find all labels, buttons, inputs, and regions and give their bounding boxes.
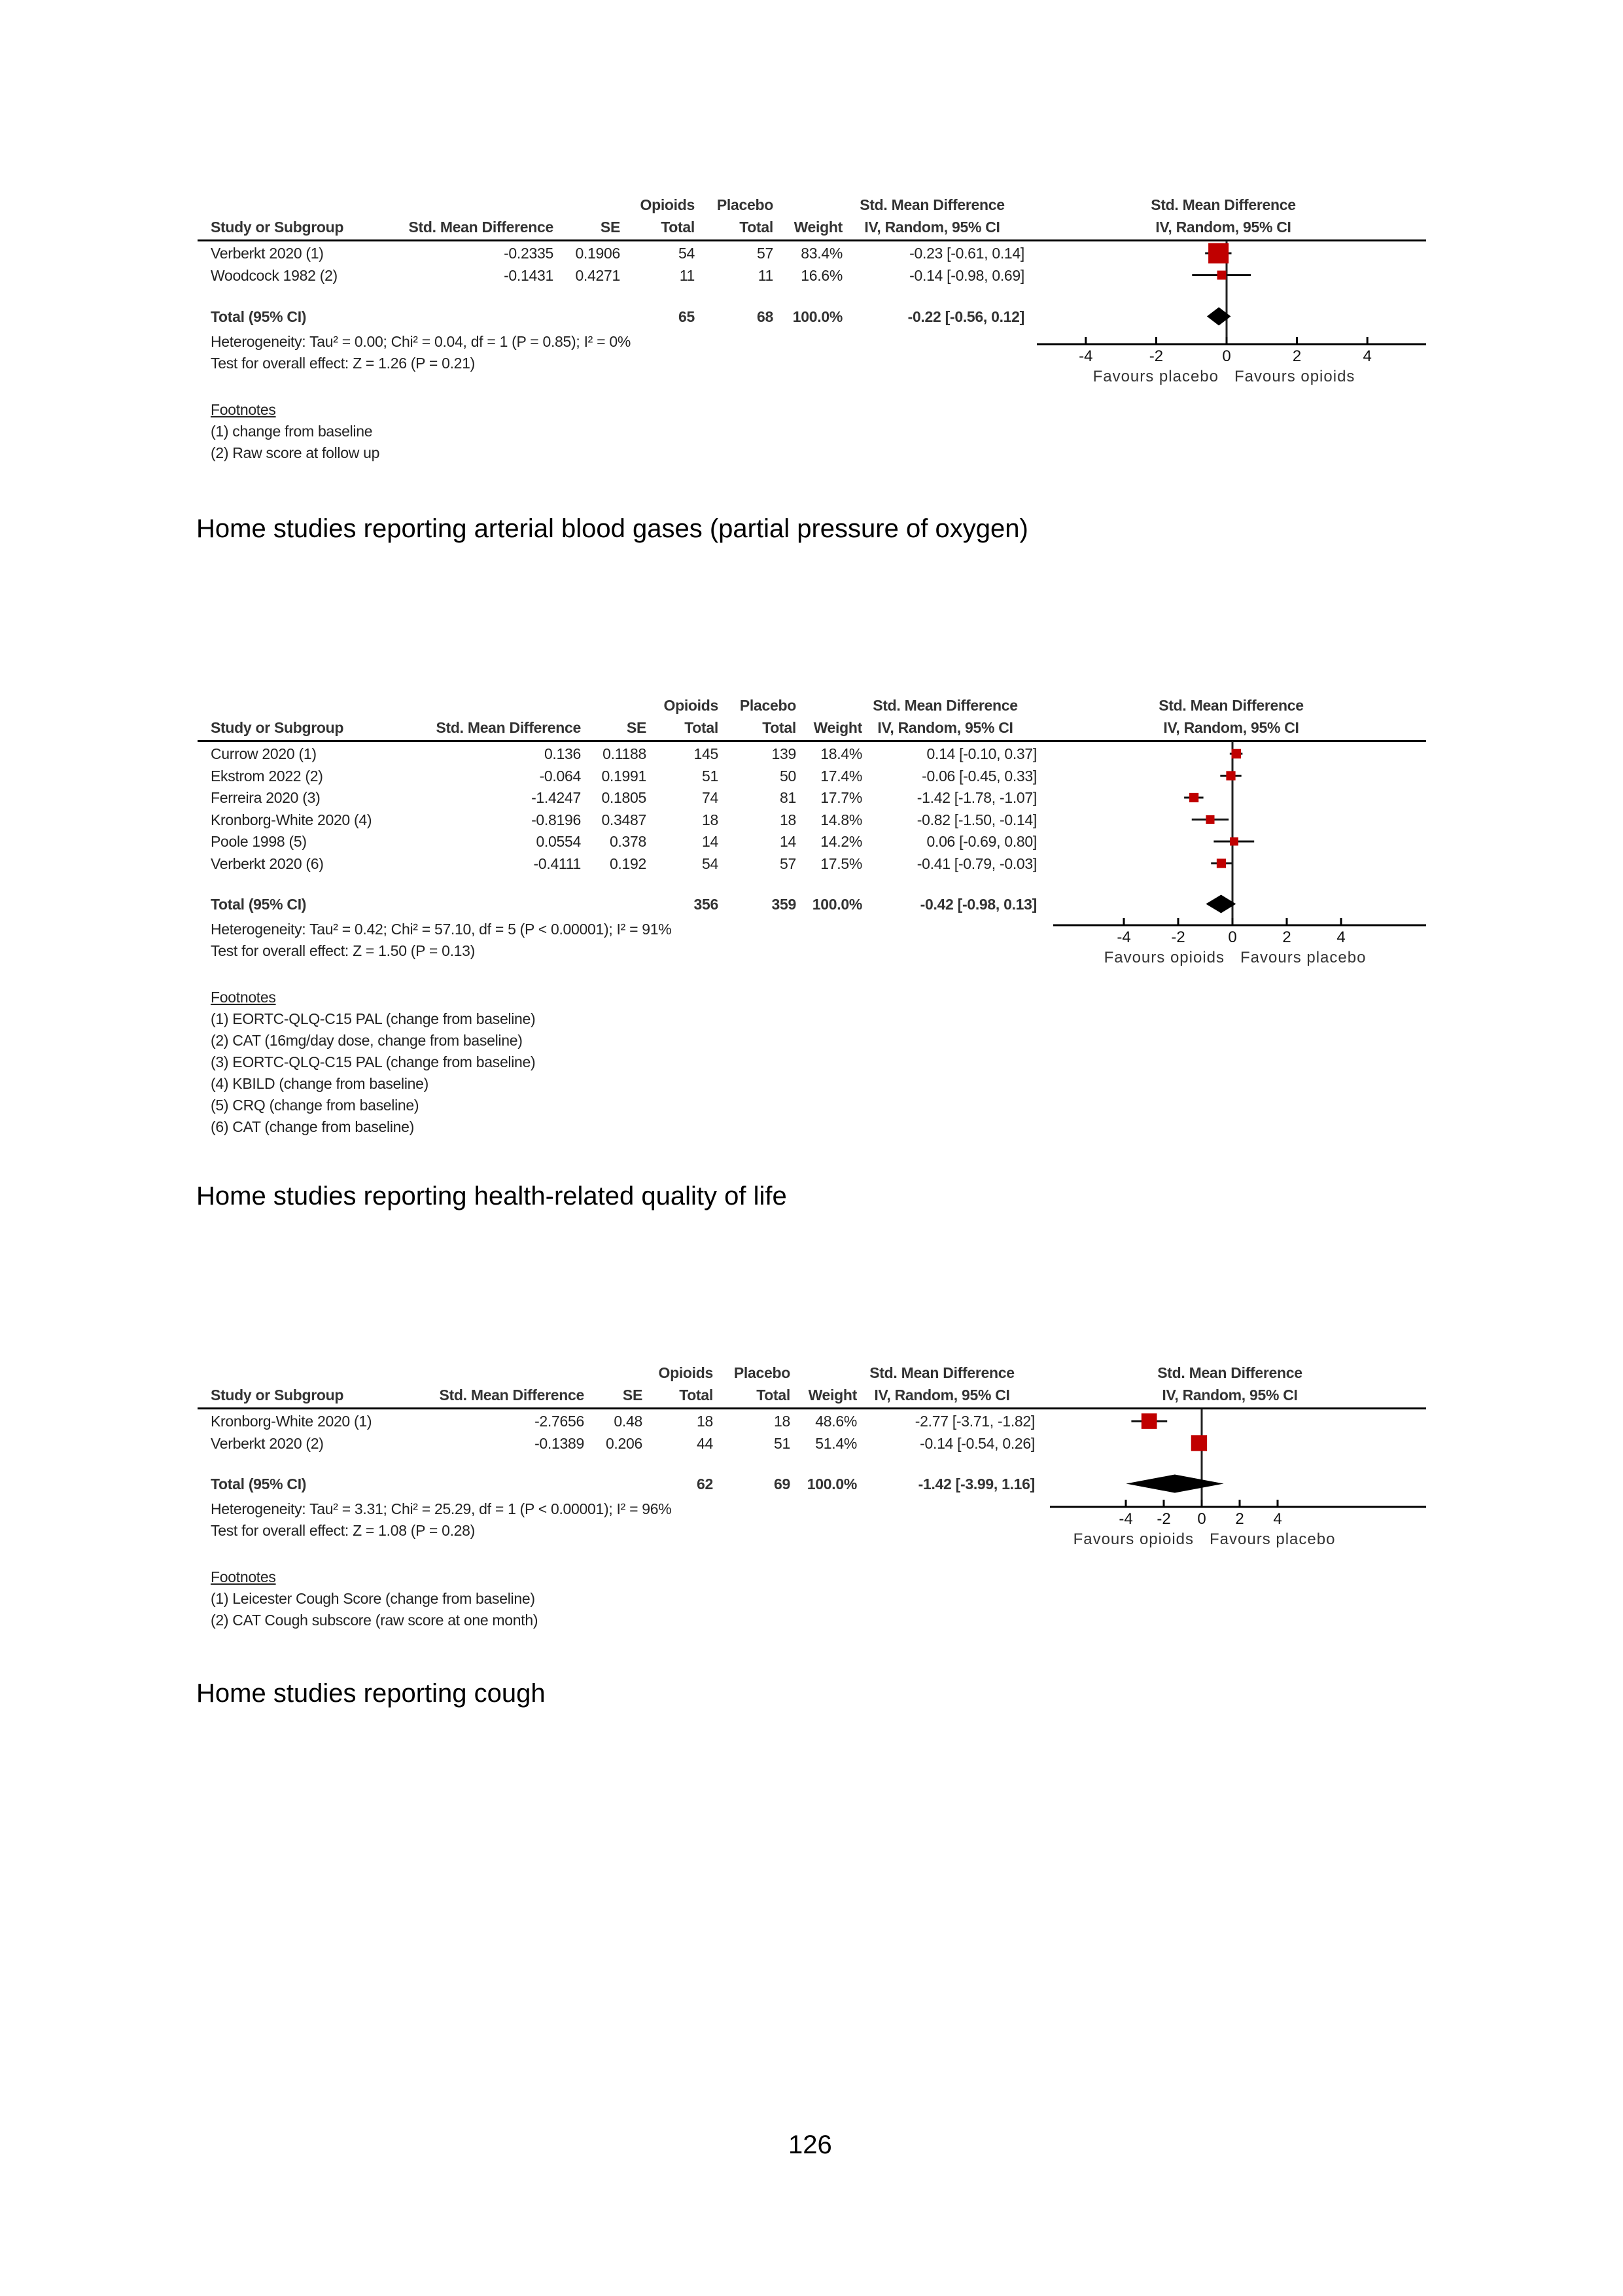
study-placebo-total: 51: [774, 1434, 790, 1452]
study-marker: [1208, 243, 1229, 263]
study-ci: -0.06 [-0.45, 0.33]: [922, 767, 1037, 785]
right-favours-label: Favours placebo: [1240, 949, 1367, 966]
total-weight: 100.0%: [812, 895, 862, 913]
study-weight: 14.2%: [820, 833, 862, 850]
header-placebo: Placebo: [716, 196, 773, 213]
overall-effect-text: Test for overall effect: Z = 1.50 (P = 0.13): [211, 942, 476, 959]
study-weight: 14.8%: [820, 811, 862, 828]
header-weight: Weight: [813, 719, 862, 736]
study-placebo-total: 14: [780, 833, 796, 850]
study-marker: [1191, 1435, 1207, 1451]
x-tick-label: -4: [1117, 928, 1131, 946]
header-smd: Std. Mean Difference: [436, 719, 581, 736]
footnote: (1) Leicester Cough Score (change from baseline): [211, 1589, 535, 1607]
study-se: 0.378: [609, 833, 646, 850]
total-placebo: 68: [757, 308, 773, 325]
study-marker: [1230, 838, 1238, 846]
x-tick-label: 0: [1228, 928, 1237, 946]
footnote: (1) change from baseline: [211, 422, 373, 440]
plot-header-sub: IV, Random, 95% CI: [1162, 1386, 1298, 1404]
plot-header-top: Std. Mean Difference: [1157, 1364, 1302, 1381]
header-rule: [198, 239, 1426, 241]
header-opioids: Opioids: [640, 196, 695, 213]
study-placebo-total: 81: [780, 789, 796, 806]
study-ci: -1.42 [-1.78, -1.07]: [916, 789, 1037, 806]
study-ci: -0.14 [-0.98, 0.69]: [909, 266, 1024, 284]
footnotes-heading: Footnotes: [211, 400, 276, 418]
footnotes-heading: Footnotes: [211, 1568, 276, 1585]
footnote: (2) CAT Cough subscore (raw score at one month): [211, 1611, 538, 1629]
study-weight: 83.4%: [801, 245, 843, 262]
header-opioids-total: Total: [684, 719, 718, 736]
study-opioids-total: 145: [693, 745, 718, 762]
x-tick-label: 2: [1292, 347, 1302, 365]
study-weight: 48.6%: [815, 1413, 857, 1430]
total-opioids: 62: [697, 1475, 713, 1492]
header-ci: IV, Random, 95% CI: [877, 719, 1013, 736]
study-marker: [1217, 271, 1227, 280]
study-opioids-total: 18: [702, 811, 718, 828]
header-se: SE: [622, 1386, 642, 1404]
header-weight: Weight: [794, 219, 843, 236]
study-smd: -0.8196: [531, 811, 581, 828]
header-placebo-total: Total: [739, 219, 773, 236]
heterogeneity-text: Heterogeneity: Tau² = 3.31; Chi² = 25.29, df = 1 (P < 0.00001); I² = 96%: [211, 1500, 672, 1517]
x-tick-label: 4: [1273, 1510, 1282, 1528]
header-smd-top: Std. Mean Difference: [873, 697, 1018, 714]
study-ci: -0.14 [-0.54, 0.26]: [920, 1434, 1035, 1452]
study-name: Poole 1998 (5): [211, 833, 307, 850]
study-se: 0.4271: [575, 266, 620, 284]
footnote: (4) KBILD (change from baseline): [211, 1074, 428, 1092]
total-placebo: 69: [774, 1475, 790, 1492]
overall-effect-text: Test for overall effect: Z = 1.08 (P = 0.28): [211, 1521, 476, 1539]
study-opioids-total: 11: [679, 266, 695, 284]
study-ci: -0.23 [-0.61, 0.14]: [909, 245, 1024, 262]
header-se: SE: [626, 719, 646, 736]
left-favours-label: Favours opioids: [1104, 949, 1225, 966]
study-weight: 16.6%: [801, 266, 843, 284]
header-smd-top: Std. Mean Difference: [869, 1364, 1015, 1381]
header-placebo-total: Total: [762, 719, 796, 736]
study-smd: -2.7656: [534, 1413, 584, 1430]
study-marker: [1206, 815, 1214, 824]
total-ci: -1.42 [-3.99, 1.16]: [918, 1475, 1035, 1492]
right-favours-label: Favours opioids: [1234, 368, 1355, 385]
left-favours-label: Favours placebo: [1092, 368, 1219, 385]
study-opioids-total: 44: [697, 1434, 713, 1452]
header-placebo-total: Total: [756, 1386, 790, 1404]
study-se: 0.48: [614, 1413, 642, 1430]
right-favours-label: Favours placebo: [1210, 1530, 1336, 1548]
footnote: (2) CAT (16mg/day dose, change from baseline): [211, 1031, 523, 1049]
header-ci: IV, Random, 95% CI: [864, 219, 1000, 236]
study-name: Ferreira 2020 (3): [211, 789, 321, 806]
study-se: 0.3487: [601, 811, 646, 828]
total-ci: -0.22 [-0.56, 0.12]: [907, 308, 1024, 325]
header-rule: [198, 1407, 1426, 1409]
study-placebo-total: 18: [780, 811, 796, 828]
header-placebo: Placebo: [739, 697, 796, 714]
study-weight: 17.7%: [820, 789, 862, 806]
study-se: 0.206: [605, 1434, 642, 1452]
study-placebo-total: 57: [757, 245, 773, 262]
plot-header-sub: IV, Random, 95% CI: [1155, 219, 1291, 236]
heading-quality-of-life: Home studies reporting health-related quality of life: [196, 1182, 787, 1210]
total-ci: -0.42 [-0.98, 0.13]: [920, 895, 1037, 913]
x-tick-label: 4: [1363, 347, 1372, 365]
study-opioids-total: 18: [697, 1413, 713, 1430]
x-tick-label: -4: [1079, 347, 1093, 365]
study-se: 0.1805: [601, 789, 646, 806]
study-smd: -0.4111: [533, 855, 581, 872]
study-opioids-total: 14: [702, 833, 718, 850]
study-weight: 51.4%: [815, 1434, 857, 1452]
study-placebo-total: 57: [780, 855, 796, 872]
study-ci: -2.77 [-3.71, -1.82]: [915, 1413, 1035, 1430]
study-weight: 17.5%: [820, 855, 862, 872]
total-weight: 100.0%: [792, 308, 843, 325]
study-ci: 0.06 [-0.69, 0.80]: [926, 833, 1037, 850]
plot-header-sub: IV, Random, 95% CI: [1163, 719, 1299, 736]
study-ci: -0.82 [-1.50, -0.14]: [916, 811, 1037, 828]
study-name: Currow 2020 (1): [211, 745, 317, 762]
summary-diamond: [1207, 308, 1231, 326]
footnotes-heading: Footnotes: [211, 988, 276, 1006]
x-tick-label: 0: [1222, 347, 1231, 365]
header-opioids: Opioids: [658, 1364, 713, 1381]
footnote: (5) CRQ (change from baseline): [211, 1096, 419, 1114]
x-tick-label: 4: [1336, 928, 1346, 946]
study-placebo-total: 11: [758, 266, 773, 284]
study-name: Woodcock 1982 (2): [211, 266, 338, 284]
x-tick-label: -2: [1171, 928, 1185, 946]
study-marker: [1232, 749, 1242, 759]
study-ci: -0.41 [-0.79, -0.03]: [916, 855, 1037, 872]
header-se: SE: [600, 219, 620, 236]
heading-cough: Home studies reporting cough: [196, 1679, 546, 1708]
header-rule: [198, 740, 1426, 742]
study-se: 0.1188: [602, 745, 646, 762]
header-smd-top: Std. Mean Difference: [860, 196, 1005, 213]
header-opioids: Opioids: [663, 697, 718, 714]
study-smd: -0.1431: [504, 266, 553, 284]
header-weight: Weight: [808, 1386, 857, 1404]
study-opioids-total: 51: [702, 767, 718, 785]
study-smd: 0.136: [544, 745, 581, 762]
total-weight: 100.0%: [807, 1475, 857, 1492]
study-name: Kronborg-White 2020 (1): [211, 1413, 372, 1430]
page-number: 126: [788, 2130, 832, 2159]
study-smd: -0.2335: [504, 245, 553, 262]
study-marker: [1226, 771, 1235, 780]
study-name: Ekstrom 2022 (2): [211, 767, 323, 785]
header-study: Study or Subgroup: [211, 219, 344, 236]
footnote: (6) CAT (change from baseline): [211, 1118, 415, 1135]
study-weight: 17.4%: [820, 767, 862, 785]
study-smd: -1.4247: [531, 789, 581, 806]
study-ci: 0.14 [-0.10, 0.37]: [926, 745, 1037, 762]
study-name: Verberkt 2020 (2): [211, 1434, 324, 1452]
left-favours-label: Favours opioids: [1073, 1530, 1194, 1548]
x-tick-label: -4: [1119, 1510, 1133, 1528]
study-placebo-total: 18: [774, 1413, 790, 1430]
total-label: Total (95% CI): [211, 308, 307, 325]
total-placebo: 359: [771, 895, 796, 913]
header-smd: Std. Mean Difference: [439, 1386, 584, 1404]
header-study: Study or Subgroup: [211, 1386, 344, 1404]
heterogeneity-text: Heterogeneity: Tau² = 0.42; Chi² = 57.10, df = 5 (P < 0.00001); I² = 91%: [211, 920, 672, 938]
study-weight: 18.4%: [820, 745, 862, 762]
study-smd: -0.1389: [534, 1434, 584, 1452]
x-tick-label: 2: [1282, 928, 1291, 946]
study-opioids-total: 54: [678, 245, 695, 262]
study-marker: [1142, 1413, 1157, 1429]
study-smd: -0.064: [539, 767, 581, 785]
total-opioids: 65: [678, 308, 695, 325]
study-name: Verberkt 2020 (1): [211, 245, 324, 262]
x-tick-label: -2: [1157, 1510, 1171, 1528]
study-marker: [1217, 858, 1226, 868]
header-opioids-total: Total: [661, 219, 695, 236]
total-label: Total (95% CI): [211, 1475, 307, 1492]
header-smd: Std. Mean Difference: [408, 219, 553, 236]
x-tick-label: 2: [1235, 1510, 1244, 1528]
study-name: Verberkt 2020 (6): [211, 855, 324, 872]
total-opioids: 356: [693, 895, 718, 913]
study-se: 0.1906: [575, 245, 620, 262]
header-study: Study or Subgroup: [211, 719, 344, 736]
header-placebo: Placebo: [733, 1364, 790, 1381]
x-tick-label: -2: [1149, 347, 1164, 365]
study-opioids-total: 54: [702, 855, 718, 872]
plot-header-top: Std. Mean Difference: [1151, 196, 1296, 213]
footnote: (2) Raw score at follow up: [211, 444, 380, 461]
study-se: 0.192: [609, 855, 646, 872]
heading-blood-gases: Home studies reporting arterial blood gases (partial pressure of oxygen): [196, 514, 1028, 543]
heterogeneity-text: Heterogeneity: Tau² = 0.00; Chi² = 0.04, df = 1 (P = 0.85); I² = 0%: [211, 332, 631, 350]
study-placebo-total: 139: [771, 745, 796, 762]
study-marker: [1189, 793, 1198, 802]
footnote: (3) EORTC-QLQ-C15 PAL (change from baseline): [211, 1053, 536, 1070]
header-opioids-total: Total: [679, 1386, 713, 1404]
study-se: 0.1991: [601, 767, 646, 785]
study-name: Kronborg-White 2020 (4): [211, 811, 372, 828]
header-ci: IV, Random, 95% CI: [874, 1386, 1010, 1404]
overall-effect-text: Test for overall effect: Z = 1.26 (P = 0.21): [211, 354, 476, 372]
x-tick-label: 0: [1197, 1510, 1206, 1528]
study-smd: 0.0554: [536, 833, 581, 850]
study-placebo-total: 50: [780, 767, 796, 785]
study-opioids-total: 74: [702, 789, 718, 806]
total-label: Total (95% CI): [211, 895, 307, 913]
footnote: (1) EORTC-QLQ-C15 PAL (change from baseline): [211, 1010, 536, 1027]
summary-diamond: [1206, 895, 1236, 913]
plot-header-top: Std. Mean Difference: [1159, 697, 1304, 714]
summary-diamond: [1126, 1475, 1223, 1493]
